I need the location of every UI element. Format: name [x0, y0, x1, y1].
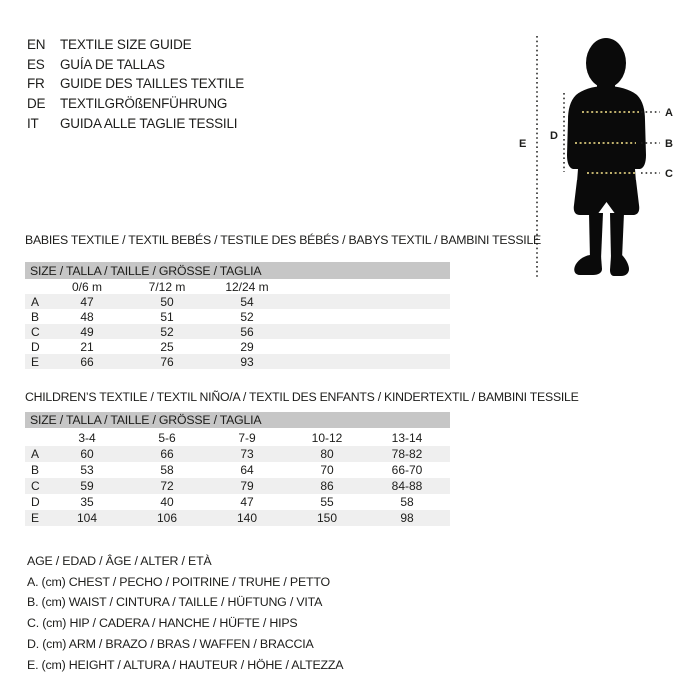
- cell: 25: [160, 339, 174, 354]
- lang-title: GUÍA DE TALLAS: [60, 56, 165, 72]
- cell: 52: [240, 309, 254, 324]
- lang-title: TEXTILE SIZE GUIDE: [60, 37, 192, 52]
- cell: 35: [80, 495, 94, 509]
- row-label: A: [31, 447, 40, 461]
- cell: 84-88: [391, 479, 423, 493]
- arm-label: D: [550, 130, 558, 142]
- table-row: [25, 324, 450, 339]
- table-row: [25, 446, 450, 462]
- lang-title: TEXTILGRÖßENFÜHRUNG: [60, 96, 228, 112]
- row-label: C: [31, 324, 40, 339]
- cell: 93: [240, 354, 254, 369]
- legend-chest-line: A. (cm) CHEST / PECHO / POITRINE / TRUHE / PETTO: [27, 574, 330, 589]
- cell: 76: [160, 354, 174, 369]
- cell: 48: [80, 309, 94, 324]
- column-header: 7/12 m: [148, 279, 186, 294]
- lang-title: GUIDA ALLE TAGLIE TESSILI: [60, 115, 238, 131]
- legend-waist-line: B. (cm) WAIST / CINTURA / TAILLE / HÜFTUNG / VITA: [27, 595, 323, 610]
- column-header: 5-6: [158, 431, 176, 445]
- measurement-legend: [27, 551, 343, 675]
- cell: 66: [80, 354, 94, 369]
- cell: 58: [400, 495, 414, 509]
- cell: 80: [320, 447, 334, 461]
- cell: 29: [240, 339, 254, 354]
- cell: 64: [240, 463, 254, 477]
- lang-row-es: [27, 55, 244, 75]
- cell: 47: [80, 294, 94, 309]
- chest-label: A: [665, 107, 673, 119]
- row-label: C: [31, 479, 40, 493]
- row-label: D: [31, 495, 40, 509]
- row-label: B: [31, 463, 40, 477]
- cell: 86: [320, 479, 334, 493]
- column-header: 0/6 m: [71, 279, 102, 294]
- lang-row-en: [27, 35, 244, 55]
- cell: 78-82: [391, 447, 423, 461]
- cell: 72: [160, 479, 174, 493]
- table-row: [25, 462, 450, 478]
- lang-code: EN: [27, 37, 46, 52]
- children-section-title: CHILDREN’S TEXTILE / TEXTIL NIÑO/A / TEXTIL DES ENFANTS / KINDERTEXTIL / BAMBINI TESSILE: [25, 390, 579, 404]
- cell: 66: [160, 447, 174, 461]
- cell: 59: [80, 479, 94, 493]
- column-header: 3-4: [78, 431, 96, 445]
- cell: 47: [240, 495, 254, 509]
- lang-code: DE: [27, 96, 46, 112]
- row-label: B: [31, 309, 40, 324]
- hip-label: C: [665, 168, 673, 180]
- cell: 58: [160, 463, 174, 477]
- lang-row-it: [27, 114, 244, 134]
- babies-size-table: [25, 279, 450, 369]
- cell: 60: [80, 447, 94, 461]
- waist-label: B: [665, 138, 673, 150]
- column-header: 10-12: [311, 431, 343, 445]
- cell: 54: [240, 294, 254, 309]
- column-header: 7-9: [238, 431, 256, 445]
- cell: 150: [316, 511, 338, 525]
- cell: 98: [400, 511, 414, 525]
- lang-title: GUIDE DES TAILLES TEXTILE: [60, 76, 245, 92]
- child-silhouette: [567, 38, 646, 276]
- table-row: [25, 478, 450, 494]
- row-label: D: [31, 339, 40, 354]
- table-row: [25, 309, 450, 324]
- legend-arm-line: D. (cm) ARM / BRAZO / BRAS / WAFFEN / BRACCIA: [27, 636, 314, 651]
- legend-age-line: AGE / EDAD / ÂGE / ALTER / ETÀ: [27, 554, 212, 568]
- lang-code: ES: [27, 56, 45, 72]
- babies-column-header-row: [25, 279, 450, 294]
- babies-size-header-bar: SIZE / TALLA / TAILLE / GRÖSSE / TAGLIA: [25, 262, 450, 279]
- table-row: [25, 339, 450, 354]
- cell: 21: [80, 339, 94, 354]
- column-header: 12/24 m: [225, 279, 269, 294]
- cell: 55: [320, 495, 334, 509]
- cell: 73: [240, 447, 254, 461]
- table-row: [25, 494, 450, 510]
- children-size-header-bar: SIZE / TALLA / TAILLE / GRÖSSE / TAGLIA: [25, 412, 450, 428]
- row-label: A: [31, 294, 40, 309]
- cell: 104: [76, 511, 98, 525]
- cell: 50: [160, 294, 174, 309]
- cell: 79: [240, 479, 254, 493]
- lang-code: IT: [27, 115, 39, 131]
- cell: 51: [160, 309, 174, 324]
- cell: 70: [320, 463, 334, 477]
- lang-row-fr: [27, 74, 244, 94]
- cell: 52: [160, 324, 174, 339]
- row-label: E: [31, 354, 40, 369]
- legend-height-line: E. (cm) HEIGHT / ALTURA / HAUTEUR / HÖHE / ALTEZZA: [27, 657, 344, 672]
- row-label: E: [31, 511, 40, 525]
- lang-row-de: [27, 94, 244, 114]
- table-row: [25, 294, 450, 309]
- cell: 66-70: [391, 463, 423, 477]
- babies-section-title: BABIES TEXTILE / TEXTIL BEBÉS / TESTILE DES BÉBÉS / BABYS TEXTIL / BAMBINI TESSILE: [25, 233, 541, 247]
- cell: 53: [80, 463, 94, 477]
- cell: 56: [240, 324, 254, 339]
- legend-hip-line: C. (cm) HIP / CADERA / HANCHE / HÜFTE / HIPS: [27, 616, 298, 631]
- cell: 49: [80, 324, 94, 339]
- language-title-list: [27, 35, 244, 134]
- column-header: 13-14: [391, 431, 423, 445]
- table-row: [25, 354, 450, 369]
- children-size-table: [25, 430, 450, 526]
- cell: 40: [160, 495, 174, 509]
- cell: 140: [236, 511, 258, 525]
- children-column-header-row: [25, 430, 450, 446]
- cell: 106: [156, 511, 178, 525]
- lang-code: FR: [27, 76, 45, 92]
- height-label: E: [519, 138, 527, 150]
- table-row: [25, 510, 450, 526]
